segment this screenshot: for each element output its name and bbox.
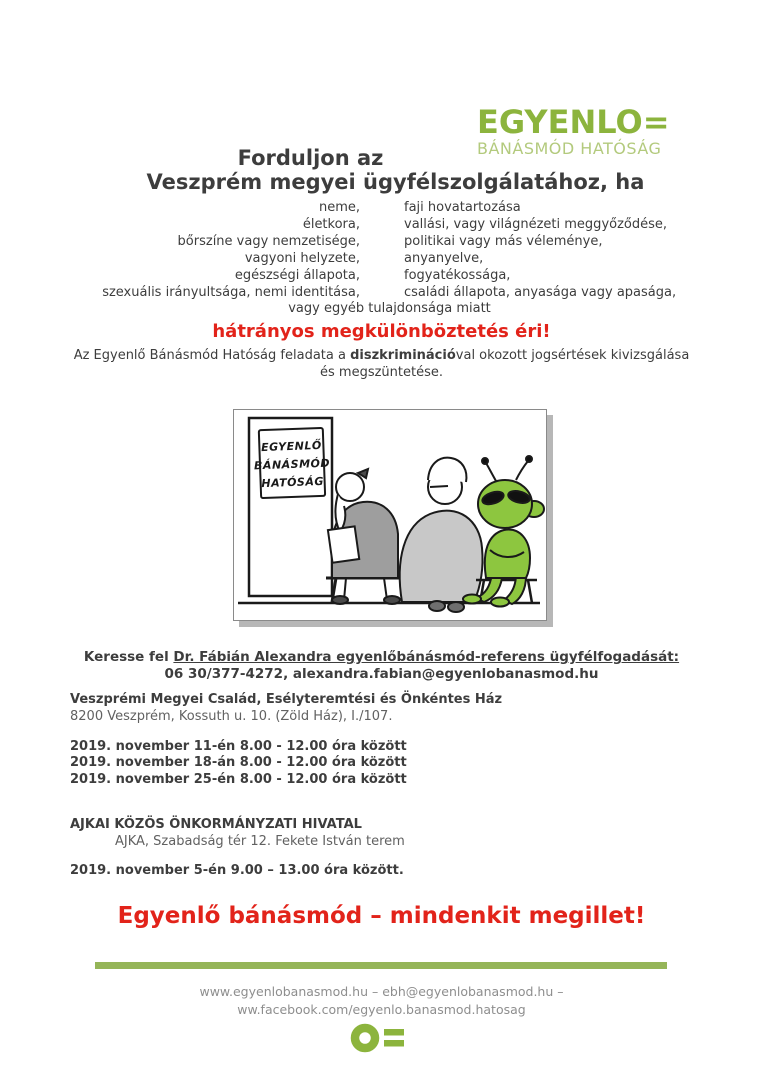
attribute-item: vallási, vagy világnézeti meggyőződése, [404,217,668,232]
paper [328,526,359,562]
page-title-line2: Veszprém megyei ügyfélszolgálatához, ha [146,170,645,194]
attribute-row [0,199,763,216]
attribute-row [0,267,763,284]
door-sign [253,428,331,499]
alien-foot [463,595,481,604]
contact-link[interactable]: Dr. Fábián Alexandra egyenlőbánásmód-referens ügyfélfogadását: [173,649,680,665]
elderly-woman [400,458,483,612]
attribute-row [0,284,763,301]
attribute-item: bőrszíne vagy nemzetisége, [177,234,360,249]
alert-heading: hátrányos megkülönböztetés éri! [212,321,551,342]
venue1-dates [70,739,407,788]
brand-logo-wordmark: EGYENLO= [477,103,670,141]
attribute-item: egészségi állapota, [234,268,360,283]
elderly-man [328,469,400,604]
footer-links-line2[interactable]: ww.facebook.com/egyenlo.banasmod.hatosag [237,1002,526,1017]
attribute-item: fogyatékossága, [404,268,511,283]
attribute-row [0,233,763,250]
hair [428,458,466,482]
contact-block [0,649,763,682]
equality-logo-icon [350,1022,408,1060]
venue2-date: 2019. november 5-én 9.00 – 13.00 óra között. [70,863,404,878]
alien-antenna [516,461,528,480]
mission-text-suffix: val okozott jogsértések kivizsgálása [455,348,690,363]
contact-phone-email[interactable]: 06 30/377-4272, alexandra.fabian@egyenlobanasmod.hu [164,665,599,682]
divider-line [95,962,667,969]
alien-antenna [486,463,496,481]
mission-text-bold: diszkrimináció [350,348,456,363]
venue2-name: AJKAI KÖZÖS ÖNKORMÁNYZATI HIVATAL [70,817,362,832]
contact-intro: Keresse fel [83,649,174,665]
attribute-item: politikai vagy más véleménye, [404,234,603,249]
mission-text-prefix: Az Egyenlő Bánásmód Hatóság feladata a [73,348,351,363]
glasses [430,486,448,487]
cartoon-image [233,409,547,621]
attribute-item: neme, [318,200,360,215]
attributes-closing-line: vagy egyéb tulajdonsága miatt [288,301,491,316]
alien-body [485,530,530,578]
date-row: 2019. november 11-én 8.00 - 12.00 óra között [70,739,407,754]
attribute-item: szexuális irányultsága, nemi identitása, [102,285,360,300]
brand-logo-subtitle: BÁNÁSMÓD HATÓSÁG [477,139,662,158]
attribute-row [0,250,763,267]
attributes-list [0,199,763,301]
page-title-line1: Forduljon az [237,146,384,170]
venue2-address: AJKA, Szabadság tér 12. Fekete István terem [115,834,405,849]
venue1-address: 8200 Veszprém, Kossuth u. 10. (Zöld Ház), I./107. [70,709,393,724]
date-row: 2019. november 18-án 8.00 - 12.00 óra között [70,755,407,771]
date-row: 2019. november 25-én 8.00 - 12.00 óra között [70,771,407,787]
attribute-item: családi állapota, anyasága vagy apasága, [404,285,677,300]
office-door [249,418,332,596]
attribute-item: faji hovatartozása [404,200,521,215]
door-sign-line: EGYENLŐ [260,438,322,455]
door-sign-line: BÁNÁSMÓD [253,456,331,473]
attribute-item: életkora, [302,217,360,232]
footer-links-line1[interactable]: www.egyenlobanasmod.hu – ebh@egyenlobanasmod.hu – [199,984,564,999]
contact-line1 [0,649,763,666]
alien-foot [491,598,509,607]
mission-paragraph [0,347,763,381]
venue1-name: Veszprémi Megyei Család, Esélyteremtési és Önkéntes Ház [70,692,503,707]
door-sign-line: HATÓSÁG [261,474,325,491]
cartoon-drawing [234,410,546,620]
slogan: Egyenlő bánásmód – mindenkit megillet! [117,903,646,929]
attribute-item: anyanyelve, [404,251,484,266]
attribute-row [0,216,763,233]
attribute-item: vagyoni helyzete, [244,251,360,266]
mission-text-line2: és megszüntetése. [320,365,443,380]
